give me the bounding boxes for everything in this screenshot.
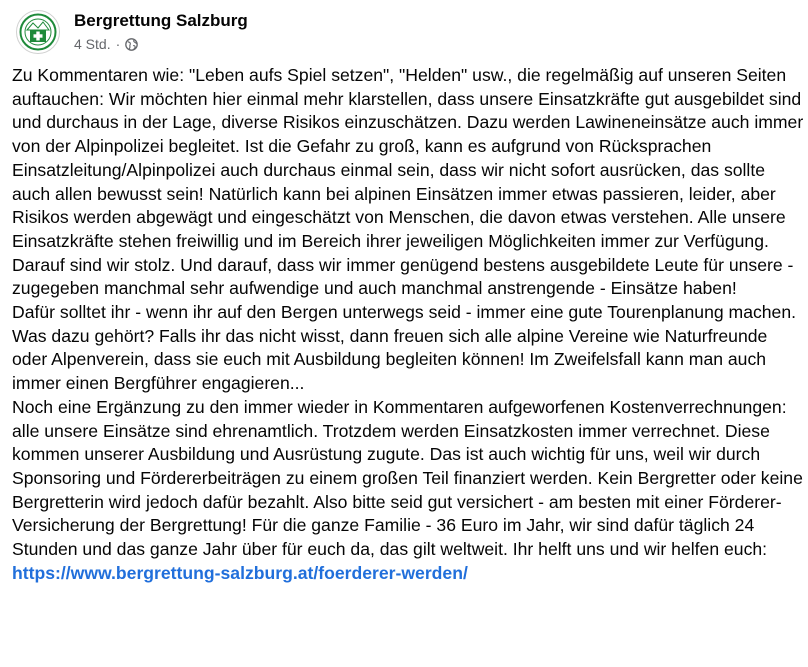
header-text	[74, 10, 248, 54]
post-link-line	[12, 562, 804, 586]
bergrettung-logo-icon	[19, 13, 57, 51]
post-paragraph: Zu Kommentaren wie: "Leben aufs Spiel setzen", "Helden" usw., die regelmäßig auf unseren Seiten auftauchen: Wir möchten hier einmal mehr klarstellen, dass unsere Einsatzkräfte gut ausgebildet sind und durchaus in der Lage, diverse Risikos einzuschätzen. Dazu werden Lawineneinsätze auch immer von der Alpinpolizei begleitet. Ist die Gefahr zu groß, kann es aufgrund von Rücksprachen Einsatzleitung/Alpinpolizei auch durchaus einmal sein, dass wir nicht sofort ausrücken, das sollte auch allen bewusst sein! Natürlich kann bei alpinen Einsätzen immer etwas passieren, leider, aber Risikos werden abgewägt und eingeschätzt von Menschen, die davon etwas verstehen. Alle unsere Einsatzkräfte stehen freiwillig und im Bereich ihrer jeweiligen Möglichkeiten immer zur Verfügung. Darauf sind wir stolz. Und darauf, dass wir immer genügend bestens ausgebildete Leute für unsere - zugegeben manchmal sehr aufwendige und auch manchmal anstrengende - Einsätze haben!	[12, 65, 804, 299]
post-header	[16, 10, 248, 54]
globe-icon[interactable]	[125, 38, 138, 51]
page-name[interactable]: Bergrettung Salzburg	[74, 11, 248, 30]
meta-separator: ·	[115, 36, 121, 52]
post-body	[12, 64, 804, 585]
foerderer-link[interactable]: https://www.bergrettung-salzburg.at/foerderer-werden/	[12, 562, 468, 583]
post-meta	[74, 34, 248, 54]
avatar[interactable]	[16, 10, 60, 54]
post-paragraph: Dafür solltet ihr - wenn ihr auf den Bergen unterwegs seid - immer eine gute Tourenplanung machen. Was dazu gehört? Falls ihr das nicht wisst, dann freuen sich alle alpine Vereine wie Naturfreunde oder Alpenverein, dass sie euch mit Ausbildung begleiten können! Im Zweifelsfall kann man auch immer einen Bergführer engagieren...	[12, 302, 797, 394]
post-timestamp[interactable]: 4 Std.	[74, 36, 111, 52]
post-paragraph: Noch eine Ergänzung zu den immer wieder in Kommentaren aufgeworfenen Kostenverrechnungen: alle unsere Einsätze sind ehrenamtlich. Trotzdem werden Einsatzkosten immer verrechnet. Diese kommen unserer Ausbildung und Ausrüstung zugute. Das ist auch wichtig für uns, weil wir durch Sponsoring und Fördererbeiträgen zu einem großen Teil finanziert werden. Kein Bergretter oder keine Bergretterin wird jedoch dafür bezahlt. Also bitte seid gut versichert - am besten mit einer Förderer-Versicherung der Bergrettung! Für die ganze Familie - 36 Euro im Jahr, wir sind dafür täglich 24 Stunden und das ganze Jahr über für euch da, das gilt weltweit. Ihr helft uns und wir helfen euch:	[12, 396, 803, 560]
